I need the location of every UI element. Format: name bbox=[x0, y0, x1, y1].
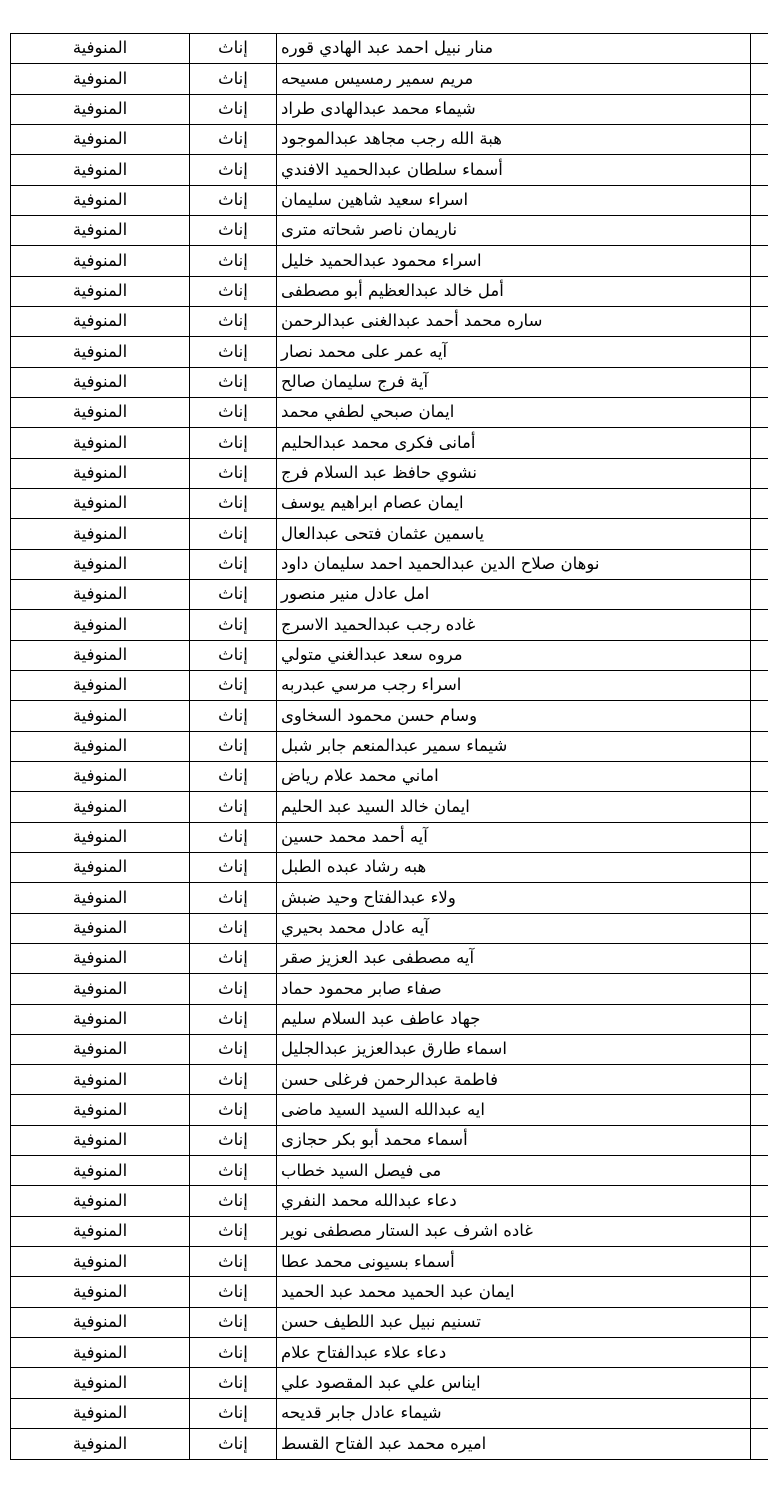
empty-cell bbox=[751, 1398, 768, 1428]
gender-cell: إناث bbox=[190, 792, 277, 822]
table-row bbox=[11, 1156, 768, 1186]
governorate-cell: المنوفية bbox=[11, 34, 190, 64]
name-cell: وسام حسن محمود السخاوى bbox=[277, 701, 751, 731]
table-row bbox=[11, 761, 768, 791]
governorate-cell: المنوفية bbox=[11, 670, 190, 700]
governorate-cell: المنوفية bbox=[11, 1307, 190, 1337]
name-cell: غاده اشرف عبد الستار مصطفى نوير bbox=[277, 1216, 751, 1246]
table-row bbox=[11, 1034, 768, 1064]
empty-cell bbox=[751, 64, 768, 94]
name-cell: ايمان عبد الحميد محمد عبد الحميد bbox=[277, 1277, 751, 1307]
table-row bbox=[11, 337, 768, 367]
table-row bbox=[11, 34, 768, 64]
empty-cell bbox=[751, 1307, 768, 1337]
name-cell: ايه عبدالله السيد السيد ماضى bbox=[277, 1095, 751, 1125]
gender-cell: إناث bbox=[190, 640, 277, 670]
governorate-cell: المنوفية bbox=[11, 94, 190, 124]
table-row bbox=[11, 155, 768, 185]
name-cell: آية فرج سليمان صالح bbox=[277, 367, 751, 397]
gender-cell: إناث bbox=[190, 397, 277, 427]
table-row bbox=[11, 1338, 768, 1368]
name-cell: آيه أحمد محمد حسين bbox=[277, 822, 751, 852]
governorate-cell: المنوفية bbox=[11, 64, 190, 94]
governorate-cell: المنوفية bbox=[11, 1065, 190, 1095]
governorate-cell: المنوفية bbox=[11, 367, 190, 397]
empty-cell bbox=[751, 731, 768, 761]
table-row bbox=[11, 1095, 768, 1125]
empty-cell bbox=[751, 1247, 768, 1277]
table-row bbox=[11, 215, 768, 245]
name-cell: غاده رجب عبدالحميد الاسرج bbox=[277, 610, 751, 640]
name-cell: أسماء محمد أبو بكر حجازى bbox=[277, 1125, 751, 1155]
governorate-cell: المنوفية bbox=[11, 1034, 190, 1064]
gender-cell: إناث bbox=[190, 913, 277, 943]
governorate-cell: المنوفية bbox=[11, 761, 190, 791]
name-cell: ناريمان ناصر شحاته مترى bbox=[277, 215, 751, 245]
gender-cell: إناث bbox=[190, 337, 277, 367]
governorate-cell: المنوفية bbox=[11, 640, 190, 670]
gender-cell: إناث bbox=[190, 1186, 277, 1216]
gender-cell: إناث bbox=[190, 124, 277, 154]
empty-cell bbox=[751, 1429, 768, 1460]
governorate-cell: المنوفية bbox=[11, 1338, 190, 1368]
name-cell: ياسمين عثمان فتحى عبدالعال bbox=[277, 519, 751, 549]
empty-cell bbox=[751, 1004, 768, 1034]
name-cell: ايمان صبحي لطفي محمد bbox=[277, 397, 751, 427]
governorate-cell: المنوفية bbox=[11, 610, 190, 640]
table-row bbox=[11, 852, 768, 882]
governorate-cell: المنوفية bbox=[11, 1004, 190, 1034]
governorate-cell: المنوفية bbox=[11, 124, 190, 154]
governorate-cell: المنوفية bbox=[11, 792, 190, 822]
name-cell: ايمان عصام ابراهيم يوسف bbox=[277, 488, 751, 518]
empty-cell bbox=[751, 579, 768, 609]
governorate-cell: المنوفية bbox=[11, 852, 190, 882]
gender-cell: إناث bbox=[190, 670, 277, 700]
table-row bbox=[11, 579, 768, 609]
gender-cell: إناث bbox=[190, 155, 277, 185]
empty-cell bbox=[751, 246, 768, 276]
empty-cell bbox=[751, 337, 768, 367]
empty-cell bbox=[751, 306, 768, 336]
gender-cell: إناث bbox=[190, 731, 277, 761]
name-cell: اسراء محمود عبدالحميد خليل bbox=[277, 246, 751, 276]
empty-cell bbox=[751, 1065, 768, 1095]
table-row bbox=[11, 1307, 768, 1337]
gender-cell: إناث bbox=[190, 276, 277, 306]
name-cell: دعاء علاء عبدالفتاح علام bbox=[277, 1338, 751, 1368]
name-cell: آيه عادل محمد بحيري bbox=[277, 913, 751, 943]
table-row bbox=[11, 640, 768, 670]
table-row bbox=[11, 822, 768, 852]
governorate-cell: المنوفية bbox=[11, 337, 190, 367]
governorate-cell: المنوفية bbox=[11, 1156, 190, 1186]
name-cell: أمانى فكرى محمد عبدالحليم bbox=[277, 428, 751, 458]
empty-cell bbox=[751, 276, 768, 306]
table-row bbox=[11, 488, 768, 518]
gender-cell: إناث bbox=[190, 488, 277, 518]
table-row bbox=[11, 246, 768, 276]
governorate-cell: المنوفية bbox=[11, 913, 190, 943]
gender-cell: إناث bbox=[190, 1216, 277, 1246]
governorate-cell: المنوفية bbox=[11, 185, 190, 215]
name-cell: نشوي حافظ عبد السلام فرج bbox=[277, 458, 751, 488]
empty-cell bbox=[751, 670, 768, 700]
name-cell: ولاء عبدالفتاح وحيد ضبش bbox=[277, 883, 751, 913]
empty-cell bbox=[751, 1156, 768, 1186]
gender-cell: إناث bbox=[190, 1429, 277, 1460]
name-cell: شيماء عادل جابر قديحه bbox=[277, 1398, 751, 1428]
governorate-cell: المنوفية bbox=[11, 215, 190, 245]
governorate-cell: المنوفية bbox=[11, 822, 190, 852]
table-row bbox=[11, 943, 768, 973]
empty-cell bbox=[751, 397, 768, 427]
gender-cell: إناث bbox=[190, 94, 277, 124]
empty-cell bbox=[751, 640, 768, 670]
empty-cell bbox=[751, 367, 768, 397]
table-row bbox=[11, 883, 768, 913]
governorate-cell: المنوفية bbox=[11, 428, 190, 458]
empty-cell bbox=[751, 488, 768, 518]
empty-cell bbox=[751, 549, 768, 579]
table-row bbox=[11, 1065, 768, 1095]
empty-cell bbox=[751, 428, 768, 458]
name-cell: مى فيصل السيد خطاب bbox=[277, 1156, 751, 1186]
name-cell: اسراء سعيد شاهين سليمان bbox=[277, 185, 751, 215]
name-cell: هبه رشاد عبده الطبل bbox=[277, 852, 751, 882]
gender-cell: إناث bbox=[190, 1125, 277, 1155]
empty-cell bbox=[751, 458, 768, 488]
gender-cell: إناث bbox=[190, 1368, 277, 1398]
governorate-cell: المنوفية bbox=[11, 488, 190, 518]
governorate-cell: المنوفية bbox=[11, 1095, 190, 1125]
governorate-cell: المنوفية bbox=[11, 943, 190, 973]
gender-cell: إناث bbox=[190, 185, 277, 215]
gender-cell: إناث bbox=[190, 610, 277, 640]
empty-cell bbox=[751, 34, 768, 64]
governorate-cell: المنوفية bbox=[11, 579, 190, 609]
governorate-cell: المنوفية bbox=[11, 458, 190, 488]
gender-cell: إناث bbox=[190, 1095, 277, 1125]
empty-cell bbox=[751, 185, 768, 215]
empty-cell bbox=[751, 701, 768, 731]
governorate-cell: المنوفية bbox=[11, 1429, 190, 1460]
empty-cell bbox=[751, 610, 768, 640]
empty-cell bbox=[751, 1277, 768, 1307]
gender-cell: إناث bbox=[190, 974, 277, 1004]
empty-cell bbox=[751, 94, 768, 124]
gender-cell: إناث bbox=[190, 458, 277, 488]
empty-cell bbox=[751, 883, 768, 913]
name-cell: ايمان خالد السيد عبد الحليم bbox=[277, 792, 751, 822]
gender-cell: إناث bbox=[190, 883, 277, 913]
governorate-cell: المنوفية bbox=[11, 397, 190, 427]
table-row bbox=[11, 1429, 768, 1460]
table-row bbox=[11, 124, 768, 154]
table-row bbox=[11, 610, 768, 640]
gender-cell: إناث bbox=[190, 519, 277, 549]
governorate-cell: المنوفية bbox=[11, 883, 190, 913]
table-row bbox=[11, 94, 768, 124]
table-row bbox=[11, 549, 768, 579]
gender-cell: إناث bbox=[190, 761, 277, 791]
empty-cell bbox=[751, 761, 768, 791]
table-row bbox=[11, 913, 768, 943]
table-row bbox=[11, 792, 768, 822]
empty-cell bbox=[751, 1034, 768, 1064]
governorate-cell: المنوفية bbox=[11, 974, 190, 1004]
table-row bbox=[11, 1277, 768, 1307]
empty-cell bbox=[751, 852, 768, 882]
gender-cell: إناث bbox=[190, 1338, 277, 1368]
governorate-cell: المنوفية bbox=[11, 1398, 190, 1428]
name-cell: أسماء بسيونى محمد عطا bbox=[277, 1247, 751, 1277]
table-row bbox=[11, 1186, 768, 1216]
governorate-cell: المنوفية bbox=[11, 519, 190, 549]
gender-cell: إناث bbox=[190, 852, 277, 882]
table-row bbox=[11, 1004, 768, 1034]
governorate-cell: المنوفية bbox=[11, 1216, 190, 1246]
empty-cell bbox=[751, 943, 768, 973]
empty-cell bbox=[751, 155, 768, 185]
gender-cell: إناث bbox=[190, 822, 277, 852]
name-cell: مروه سعد عبدالغني متولي bbox=[277, 640, 751, 670]
name-cell: شيماء محمد عبدالهادى طراد bbox=[277, 94, 751, 124]
name-cell: تسنيم نبيل عبد اللطيف حسن bbox=[277, 1307, 751, 1337]
gender-cell: إناث bbox=[190, 1247, 277, 1277]
table-row bbox=[11, 185, 768, 215]
gender-cell: إناث bbox=[190, 1004, 277, 1034]
table-row bbox=[11, 458, 768, 488]
empty-cell bbox=[751, 1095, 768, 1125]
gender-cell: إناث bbox=[190, 701, 277, 731]
empty-cell bbox=[751, 822, 768, 852]
name-cell: اميره محمد عبد الفتاح القسط bbox=[277, 1429, 751, 1460]
table-row bbox=[11, 428, 768, 458]
governorate-cell: المنوفية bbox=[11, 549, 190, 579]
table-row bbox=[11, 701, 768, 731]
name-cell: ايناس علي عبد المقصود علي bbox=[277, 1368, 751, 1398]
gender-cell: إناث bbox=[190, 306, 277, 336]
name-cell: امل عادل منير منصور bbox=[277, 579, 751, 609]
gender-cell: إناث bbox=[190, 428, 277, 458]
name-cell: أسماء سلطان عبدالحميد الافندي bbox=[277, 155, 751, 185]
name-cell: آيه مصطفى عبد العزيز صقر bbox=[277, 943, 751, 973]
gender-cell: إناث bbox=[190, 1307, 277, 1337]
governorate-cell: المنوفية bbox=[11, 246, 190, 276]
gender-cell: إناث bbox=[190, 943, 277, 973]
empty-cell bbox=[751, 1125, 768, 1155]
governorate-cell: المنوفية bbox=[11, 306, 190, 336]
table-row bbox=[11, 1398, 768, 1428]
governorate-cell: المنوفية bbox=[11, 276, 190, 306]
empty-cell bbox=[751, 792, 768, 822]
table-row bbox=[11, 367, 768, 397]
name-cell: جهاد عاطف عبد السلام سليم bbox=[277, 1004, 751, 1034]
empty-cell bbox=[751, 215, 768, 245]
table-row bbox=[11, 1247, 768, 1277]
table-row bbox=[11, 64, 768, 94]
empty-cell bbox=[751, 519, 768, 549]
governorate-cell: المنوفية bbox=[11, 1186, 190, 1216]
governorate-cell: المنوفية bbox=[11, 1125, 190, 1155]
name-cell: اسماء طارق عبدالعزيز عبدالجليل bbox=[277, 1034, 751, 1064]
gender-cell: إناث bbox=[190, 549, 277, 579]
table-row bbox=[11, 1368, 768, 1398]
name-cell: صفاء صابر محمود حماد bbox=[277, 974, 751, 1004]
gender-cell: إناث bbox=[190, 64, 277, 94]
names-table bbox=[10, 33, 768, 1460]
governorate-cell: المنوفية bbox=[11, 155, 190, 185]
governorate-cell: المنوفية bbox=[11, 701, 190, 731]
governorate-cell: المنوفية bbox=[11, 1247, 190, 1277]
gender-cell: إناث bbox=[190, 34, 277, 64]
name-cell: فاطمة عبدالرحمن فرغلى حسن bbox=[277, 1065, 751, 1095]
table-body bbox=[11, 34, 768, 1460]
table-row bbox=[11, 1125, 768, 1155]
gender-cell: إناث bbox=[190, 1398, 277, 1428]
gender-cell: إناث bbox=[190, 579, 277, 609]
table-row bbox=[11, 670, 768, 700]
empty-cell bbox=[751, 1338, 768, 1368]
governorate-cell: المنوفية bbox=[11, 731, 190, 761]
gender-cell: إناث bbox=[190, 246, 277, 276]
table-row bbox=[11, 1216, 768, 1246]
name-cell: أمل خالد عبدالعظيم أبو مصطفى bbox=[277, 276, 751, 306]
table-row bbox=[11, 276, 768, 306]
name-cell: منار نبيل احمد عبد الهادي قوره bbox=[277, 34, 751, 64]
table-row bbox=[11, 974, 768, 1004]
table-row bbox=[11, 306, 768, 336]
empty-cell bbox=[751, 974, 768, 1004]
name-cell: دعاء عبدالله محمد النفري bbox=[277, 1186, 751, 1216]
gender-cell: إناث bbox=[190, 215, 277, 245]
table-row bbox=[11, 519, 768, 549]
empty-cell bbox=[751, 124, 768, 154]
gender-cell: إناث bbox=[190, 1277, 277, 1307]
empty-cell bbox=[751, 1216, 768, 1246]
name-cell: شيماء سمير عبدالمنعم جابر شبل bbox=[277, 731, 751, 761]
governorate-cell: المنوفية bbox=[11, 1277, 190, 1307]
name-cell: هبة الله رجب مجاهد عبدالموجود bbox=[277, 124, 751, 154]
name-cell: اسراء رجب مرسي عبدربه bbox=[277, 670, 751, 700]
name-cell: اماني محمد علام رياض bbox=[277, 761, 751, 791]
governorate-cell: المنوفية bbox=[11, 1368, 190, 1398]
gender-cell: إناث bbox=[190, 367, 277, 397]
gender-cell: إناث bbox=[190, 1156, 277, 1186]
empty-cell bbox=[751, 1368, 768, 1398]
name-cell: آيه عمر على محمد نصار bbox=[277, 337, 751, 367]
gender-cell: إناث bbox=[190, 1034, 277, 1064]
table-row bbox=[11, 397, 768, 427]
name-cell: نوهان صلاح الدين عبدالحميد احمد سليمان داود bbox=[277, 549, 751, 579]
name-cell: ساره محمد أحمد عبدالغنى عبدالرحمن bbox=[277, 306, 751, 336]
gender-cell: إناث bbox=[190, 1065, 277, 1095]
empty-cell bbox=[751, 1186, 768, 1216]
empty-cell bbox=[751, 913, 768, 943]
name-cell: مريم سمير رمسيس مسيحه bbox=[277, 64, 751, 94]
table-row bbox=[11, 731, 768, 761]
